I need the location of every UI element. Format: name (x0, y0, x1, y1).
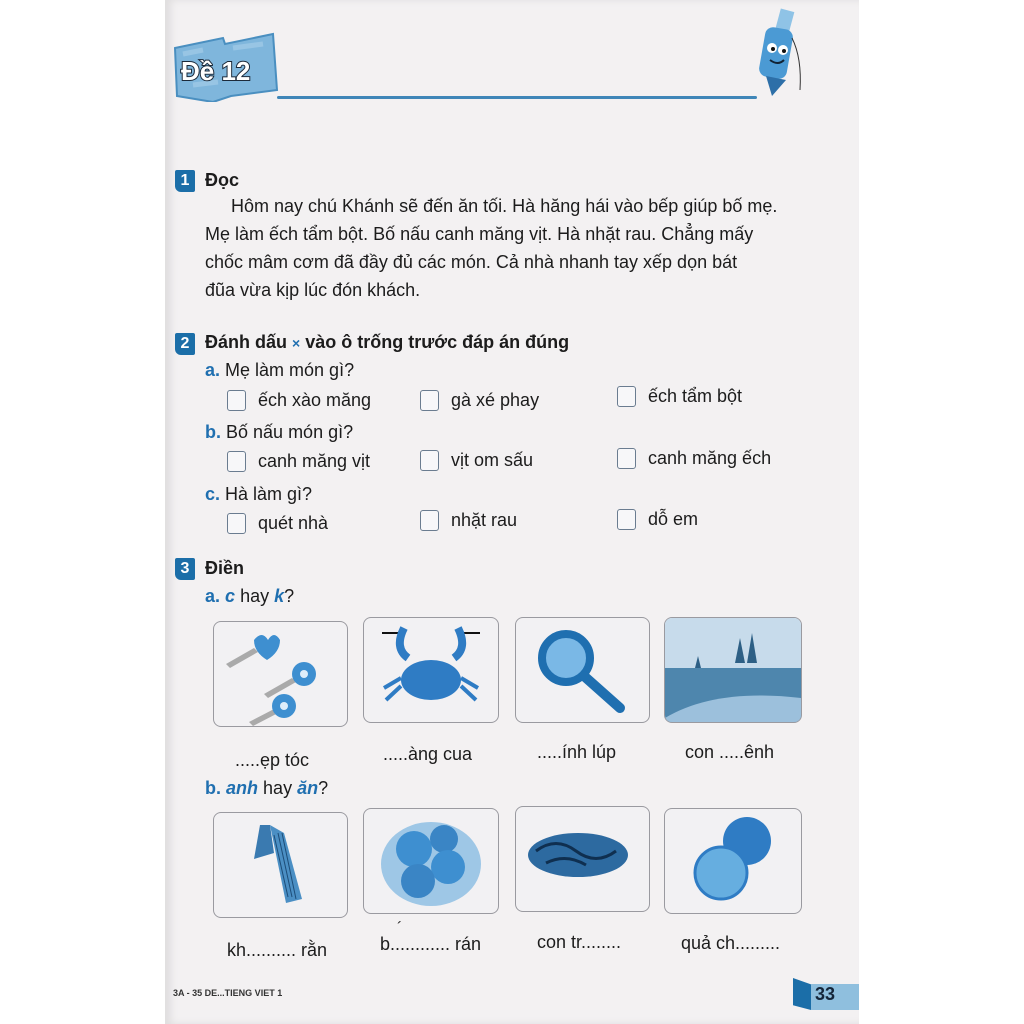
fill-word[interactable] (380, 934, 481, 955)
passage-line: Mẹ làm ếch tẩm bột. Bố nấu canh măng vịt. Hà nhặt rau. Chẳng mấy (205, 224, 754, 244)
canal-landscape-icon (665, 618, 801, 722)
option-label: dỗ em (648, 509, 699, 529)
option-label: canh măng ếch (648, 448, 772, 468)
option-a1[interactable] (227, 390, 371, 411)
title-underline (277, 96, 757, 99)
python-snake-icon (516, 807, 649, 911)
image-card-scarf (213, 812, 348, 918)
part-a-prompt (205, 586, 294, 607)
option-a3[interactable] (617, 386, 742, 407)
svg-text:Đề 12: Đề 12 (181, 56, 251, 86)
fill-word-text: b............ rán (380, 934, 482, 954)
section-3-title: Điền (205, 558, 245, 578)
option-b3[interactable] (617, 448, 771, 469)
choice: c (225, 586, 236, 606)
page-number: 33 (815, 984, 836, 1004)
prompt-text: hay (240, 586, 270, 606)
image-card-canal-landscape (664, 617, 802, 723)
question-label: c. (205, 484, 221, 504)
section-1-number: 1 (175, 170, 195, 192)
title-text: Đánh dấu (205, 332, 288, 352)
option-b2[interactable] (420, 450, 533, 471)
checkbox[interactable] (227, 513, 246, 534)
choice: ăn (297, 778, 319, 798)
section-2-number: 2 (175, 333, 195, 355)
option-label: vịt om sấu (451, 450, 534, 470)
option-b1[interactable] (227, 451, 370, 472)
magnifying-glass-icon (516, 618, 649, 722)
part-b-prompt (205, 778, 328, 799)
choice: k (274, 586, 285, 606)
book-code: 3A - 35 DE...TIENG VIET 1 (173, 988, 283, 998)
option-c2[interactable] (420, 510, 517, 531)
option-label: canh măng vịt (258, 451, 371, 471)
choice: anh (226, 778, 259, 798)
image-card-magnifying-glass (515, 617, 650, 723)
fill-word[interactable]: .....ính lúp (537, 742, 617, 762)
accent-mark: ´ (397, 920, 403, 937)
image-card-fried-cakes (363, 808, 499, 914)
checkbox[interactable] (227, 451, 246, 472)
prompt-text: ? (284, 586, 295, 606)
fill-word[interactable]: kh.......... rằn (227, 940, 328, 960)
hair-clips-icon (214, 622, 347, 726)
scarf-icon (214, 813, 347, 917)
reading-passage (205, 192, 825, 304)
lime-fruit-icon (665, 809, 801, 913)
option-label: quét nhà (258, 513, 329, 533)
fill-word[interactable]: con .....ênh (685, 742, 775, 762)
workbook-page (165, 0, 859, 1024)
option-label: ếch tẩm bột (648, 386, 743, 406)
checkbox[interactable] (227, 390, 246, 411)
part-label: b. (205, 778, 221, 798)
prompt-text: ? (318, 778, 329, 798)
image-card-lime-fruit (664, 808, 802, 914)
title-book-badge (173, 30, 283, 102)
checkbox[interactable] (420, 510, 439, 531)
question-label: b. (205, 422, 221, 442)
crab-icon (364, 618, 498, 722)
checkbox[interactable] (617, 386, 636, 407)
option-c1[interactable] (227, 513, 328, 534)
option-c3[interactable] (617, 509, 698, 530)
fill-word[interactable]: con tr........ (537, 932, 622, 952)
prompt-text: hay (263, 778, 293, 798)
section-3-number: 3 (175, 558, 195, 580)
fill-word[interactable]: quả ch......... (681, 933, 781, 953)
image-card-python-snake (515, 806, 650, 912)
question-b (205, 422, 353, 443)
fill-word[interactable]: .....ẹp tóc (235, 750, 310, 770)
checkbox[interactable] (420, 450, 439, 471)
passage-line: chốc mâm cơm đã đầy đủ các món. Cả nhà nhanh tay xếp dọn bát (205, 252, 738, 272)
x-mark-icon: × (292, 335, 301, 351)
title-text: vào ô trống trước đáp án đúng (305, 332, 570, 352)
checkbox[interactable] (617, 448, 636, 469)
question-text: Mẹ làm món gì? (225, 360, 355, 380)
passage-line: đũa vừa kịp lúc đón khách. (205, 280, 421, 300)
fried-cakes-icon (364, 809, 498, 913)
page-tab-icon (793, 978, 811, 1010)
question-label: a. (205, 360, 221, 380)
image-card-hair-clips (213, 621, 348, 727)
question-text: Hà làm gì? (225, 484, 313, 504)
checkbox[interactable] (617, 509, 636, 530)
question-a (205, 360, 354, 381)
section-2-title (205, 332, 569, 353)
option-label: ếch xào măng (258, 390, 372, 410)
image-card-crab (363, 617, 499, 723)
question-c (205, 484, 312, 505)
page-number-badge (793, 978, 859, 1010)
question-text: Bố nấu món gì? (226, 422, 354, 442)
fill-word[interactable]: .....àng cua (383, 744, 473, 764)
option-label: gà xé phay (451, 390, 540, 410)
section-1-title: Đọc (205, 170, 240, 190)
pencil-mascot-icon (752, 8, 812, 98)
option-a2[interactable] (420, 390, 539, 411)
passage-line: Hôm nay chú Khánh sẽ đến ăn tối. Hà hăng hái vào bếp giúp bố mẹ. (231, 196, 778, 216)
part-label: a. (205, 586, 221, 606)
checkbox[interactable] (420, 390, 439, 411)
option-label: nhặt rau (451, 510, 518, 530)
